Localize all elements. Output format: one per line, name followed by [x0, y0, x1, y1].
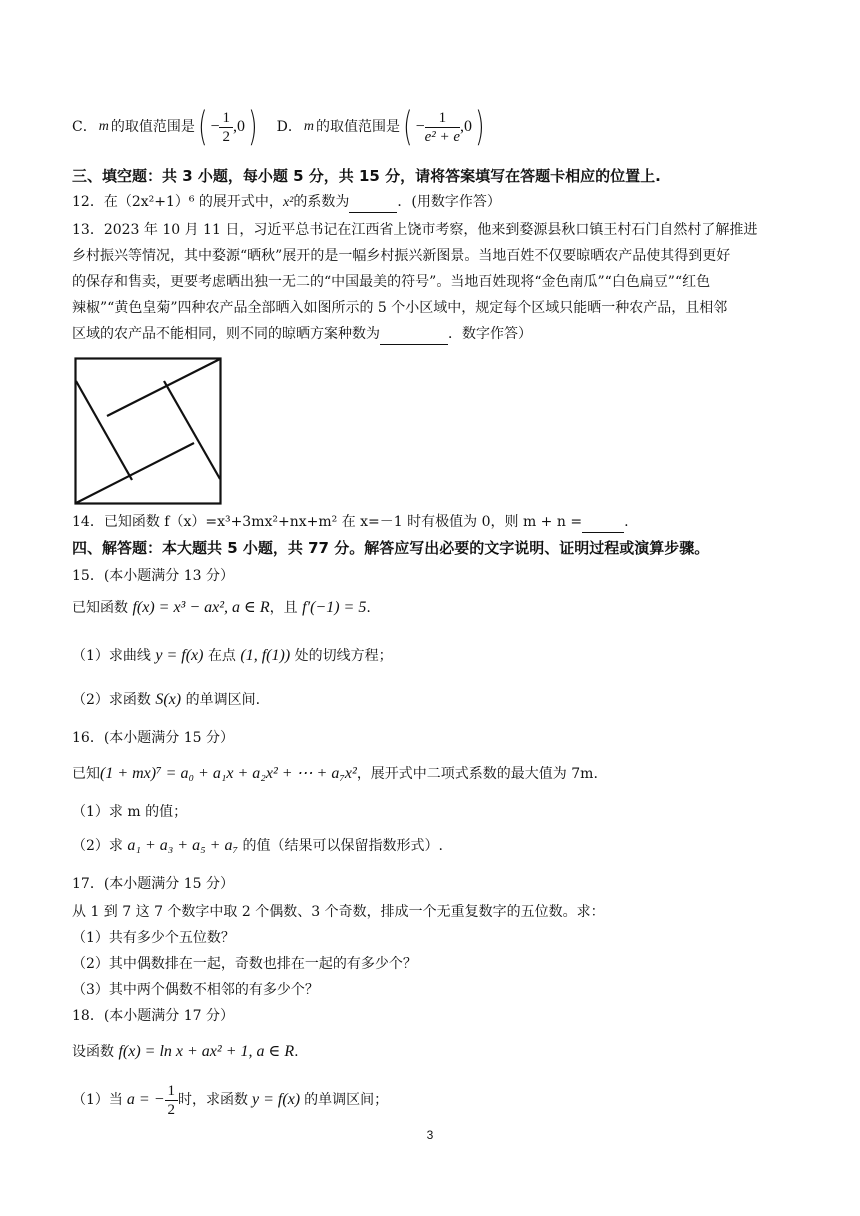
question-13-line-5: 区域的农产品不能相同，则不同的晾晒方案种数为 ．数字作答）: [72, 324, 532, 345]
option-c-fraction: $\frac{1}{2}$: [219, 109, 233, 146]
question-13-line-3: 的保存和售卖，更要考虑晒出独一无二的“中国最美的符号”。当地百姓现将“金色南瓜”“白色扁豆”“红色: [72, 274, 711, 290]
option-d-tail: ,0: [460, 118, 473, 135]
option-c-var: m: [98, 119, 109, 134]
option-d-label: D．: [276, 119, 302, 135]
answer-blank: [582, 512, 624, 533]
question-15-given: 已知函数 f(x) = x³ − ax², a ∈ R，且 f′(−1) = 5.: [72, 599, 371, 616]
question-13-line-4: 辣椒”“黄色皇菊”四种农产品全部晒入如图所示的 5 个小区域中，规定每个区域只能晒一种农产品，且相邻: [72, 300, 728, 316]
option-d-fraction: $\frac{1}{\text{e² + e}}$: [424, 109, 461, 145]
fraction: $\frac{1}{2}$: [165, 1082, 179, 1119]
outer-square: [76, 359, 221, 504]
question-18-part-1: （1）当 a = − $\frac{1}{2}$ 时，求函数 y = f(x) 的单调区间；: [72, 1082, 389, 1118]
question-16-given: 已知(1 + mx)⁷ = a₀ + a₁x + a₂x² + ⋯ + a₇x²，展开式中二项式系数的最大值为 7m.: [72, 765, 598, 782]
diagonal-line-1: [76, 381, 132, 480]
option-c-sign: −: [210, 118, 220, 135]
region-diagram: [74, 357, 222, 505]
question-17-part-2: （2）其中偶数排在一起，奇数也排在一起的有多少个？: [72, 956, 417, 972]
question-17-part-3: （3）其中两个偶数不相邻的有多少个？: [72, 982, 319, 998]
question-12: 12．在（2x²+1）⁶ 的展开式中，x²的系数为 ．(用数字作答）: [72, 192, 501, 213]
q11-options: [72, 104, 488, 150]
question-18-given: 设函数 f(x) = ln x + ax² + 1, a ∈ R.: [72, 1043, 299, 1060]
question-16-part-2: （2）求 a₁ + a₃ + a₅ + a₇ 的值（结果可以保留指数形式）.: [72, 837, 443, 854]
question-15-part-2: （2）求函数 S(x) 的单调区间.: [72, 691, 261, 708]
question-17-part-1: （1）共有多少个五位数？: [72, 930, 235, 946]
option-d-sign: −: [415, 118, 425, 135]
section-3-heading: 三、填空题：共 3 小题，每小题 5 分，共 15 分，请将答案填写在答题卡相应的位置上.: [72, 167, 661, 185]
option-c-tail: ,0: [232, 118, 245, 135]
option-d-var: m: [303, 119, 314, 134]
right-paren: ): [475, 104, 485, 150]
question-15-part-1: （1）求曲线 y = f(x) 在点 (1, f(1)) 处的切线方程；: [72, 647, 393, 664]
question-13-line-1: 13．2023 年 10 月 11 日，习近平总书记在江西省上饶市考察，他来到婺源县秋口镇王村石门自然村了解推进: [72, 222, 758, 238]
section-4-heading: 四、解答题：本大题共 5 小题，共 77 分。解答应写出必要的文字说明、证明过程或演算步骤。: [72, 539, 710, 557]
answer-blank: [349, 192, 397, 213]
question-14: 14．已知函数 f（x）=x³+3mx²+nx+m² 在 x=－1 时有极值为 0，则 m + n = .: [72, 512, 629, 533]
right-paren: ): [248, 104, 258, 150]
question-15-title: 15．(本小题满分 13 分）: [72, 568, 234, 584]
left-paren: (: [197, 104, 208, 150]
question-16-part-1: （1）求 m 的值；: [72, 804, 188, 820]
diagonal-line-3: [164, 381, 220, 479]
diagonal-line-2: [76, 443, 194, 503]
option-c-text: 的取值范围是: [110, 119, 195, 135]
option-d-text: 的取值范围是: [315, 119, 400, 135]
left-paren: (: [403, 104, 413, 150]
page-number: 3: [426, 1128, 434, 1142]
question-16-title: 16．(本小题满分 15 分）: [72, 730, 234, 746]
question-17-title: 17．(本小题满分 15 分）: [72, 876, 234, 892]
question-17-given: 从 1 到 7 这 7 个数字中取 2 个偶数、3 个奇数，排成一个无重复数字的五位数。求：: [72, 904, 605, 920]
answer-blank: [380, 324, 448, 345]
diagonal-line-4: [107, 359, 220, 416]
option-c-label: C．: [72, 119, 97, 135]
question-18-title: 18．(本小题满分 17 分）: [72, 1008, 234, 1024]
question-13-line-2: 乡村振兴等情况，其中婺源“晒秋”展开的是一幅乡村振兴新图景。当地百姓不仅要晾晒农产品使其得到更好: [72, 248, 731, 264]
